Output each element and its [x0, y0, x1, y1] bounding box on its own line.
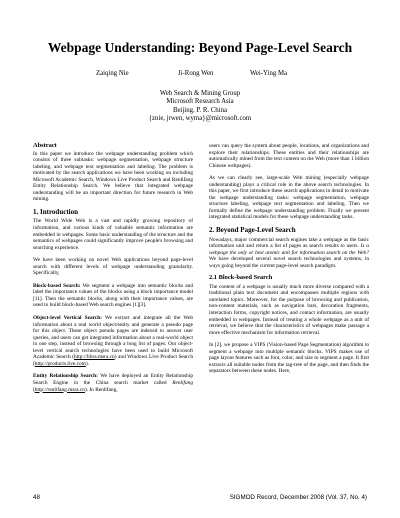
system-name: Renlifang: [172, 379, 193, 386]
affiliation-city: Beijing, P. R. China: [172, 106, 227, 114]
abstract-heading: Abstract: [33, 142, 57, 149]
venue-citation: SIGMOD Record, December 2008 (Vol. 37, No. 4): [229, 494, 367, 501]
author-name: Wei-Ying Ma: [250, 70, 288, 77]
author-name: Ji-Rong Wen: [178, 70, 214, 77]
affiliation-org: Microsoft Research Asia: [166, 98, 234, 106]
left-column: [33, 143, 193, 399]
subsection-heading: 2.1 Block-based Search: [209, 274, 273, 282]
paragraph: [33, 373, 193, 393]
author-name: Zaiqing Nie: [96, 70, 129, 77]
paragraph-text: ).: [85, 360, 89, 367]
right-column: [209, 143, 369, 381]
url-link[interactable]: http://products.live.com: [34, 360, 86, 367]
runin-heading: Object-level Vertical Search:: [33, 315, 103, 322]
paragraph-text: We have developed several novel search technologies and systems, in ways going beyond the current page-level search paradigm.: [209, 256, 369, 269]
paragraph-text: We have deployed an Entity Relationship Search Engine in the China search market called: [33, 373, 193, 386]
paragraph: users can query the system about people, locations, and organizations and explore their relationships. These entities and their relationships are automatically mined from the text content on the Web (more than 1 billion Chinese webpages).: [209, 143, 369, 169]
paragraph: The content of a webpage is usually much more diverse compared with a traditional plain text document and encompasses multiple regions with unrelated topics. Moreover, for the purpose of browsing and publication, non-content materials, such as navigation bars, decoration fragments, interaction forms, copyright notices, and contact information, are usually embedded in webpages. Instead of treating a whole webpage as a unit of retrieval, we believe that the characteristics of webpages make passage a more effective mechanism for information retrieval.: [209, 283, 369, 336]
paragraph-text: We extract and integrate all the Web information about a real world object/entity and generate a pseudo page for this object. These object pseudo pages are indexed to answer user queries, and users can get integrated information about a real-world object in one step, instead of browsing through a long list of pages. Our object-level vertical search technologies have been used to build Microsoft Academic Search (: [33, 315, 193, 361]
paragraph-text: (: [33, 386, 35, 393]
paragraph: We have been working on novel Web applications beyond page-level search with different levels of webpage understanding granularity. Specifically,: [33, 257, 193, 277]
affiliation-block: [0, 90, 400, 124]
paragraph-text: We segment a webpage into semantic blocks and label the importance values of the blocks using a block importance model [11]. Then the semantic blocks, along with their importance values, are used to build block-based Web search engines [1][3].: [33, 282, 193, 309]
paper-title: Webpage Understanding: Beyond Page-Level Search: [47, 40, 353, 55]
runin-heading: Entity Relationship Search:: [33, 373, 98, 380]
url-link[interactable]: http://renlifang.msra.cn: [34, 386, 85, 393]
section-heading: 1. Introduction: [33, 207, 78, 216]
italic-question: Is a webpage the only or best atomic unit for information search on the Web?: [209, 243, 370, 256]
paragraph: In [2], we propose a VIPS (Vision-based Page Segmentation) algorithm to segment a webpage into multiple semantic blocks. VIPS makes use of page layout features such as font, color, and size to segment a page. It first extracts all suitable nodes from the tag-tree of the page, and then finds the separators between these nodes. Here,: [209, 342, 369, 375]
paragraph-text: ). In Renlifang,: [84, 386, 118, 393]
paragraph-text: Nowadays, major commercial search engines take a webpage as the basic information unit and return a list of pages as search results to users.: [209, 236, 369, 250]
paragraph-text: ) and Windows Live Product Search (: [33, 354, 193, 367]
paragraph: [33, 315, 193, 367]
paragraph: As we can clearly see, large-scale Web mining (especially webpage understanding) plays a critical role in the above search technologies. In this paper, we first introduce these search applications in detail to motivate the webpage understanding tasks: webpage segmentation, webpage structure labeling, webpage text segmentation and labeling. Then we formally define the webpage understanding problem. Finally we present integrated statistical models for these webpage understanding tasks.: [209, 175, 369, 221]
affiliation-group: Web Search & Mining Group: [159, 90, 241, 97]
paragraph: [209, 237, 369, 270]
page-number: 48: [33, 494, 40, 501]
paragraph: The World Wide Web is a vast and rapidly growing repository of information, and various kinds of valuable semantic information are embedded in webpages. Some basic understanding of the structure and the semantics of webpages could significantly improve people's browsing and searching experience.: [33, 218, 193, 251]
paragraph: [33, 283, 193, 309]
abstract-text: In this paper we introduce the webpage understanding problem which consists of three subtasks: webpage segmentation, webpage structure labeling, and webpage text segmentation and labeling. The problem is motivated by the search applications we have been working on including Microsoft Academic Search, Windows Live Product Search and Renlifang Entity Relationship Search. We believe that integrated webpage understanding will be an important direction for future research in Web mining.: [33, 150, 193, 203]
section-heading: 2. Beyond Page-Level Search: [209, 226, 296, 235]
runin-heading: Block-based Search:: [33, 282, 81, 289]
url-link[interactable]: http://libra.msra.cn: [74, 354, 115, 361]
affiliation-email: {znie, jrwen, wyma}@microsoft.com: [148, 115, 252, 123]
